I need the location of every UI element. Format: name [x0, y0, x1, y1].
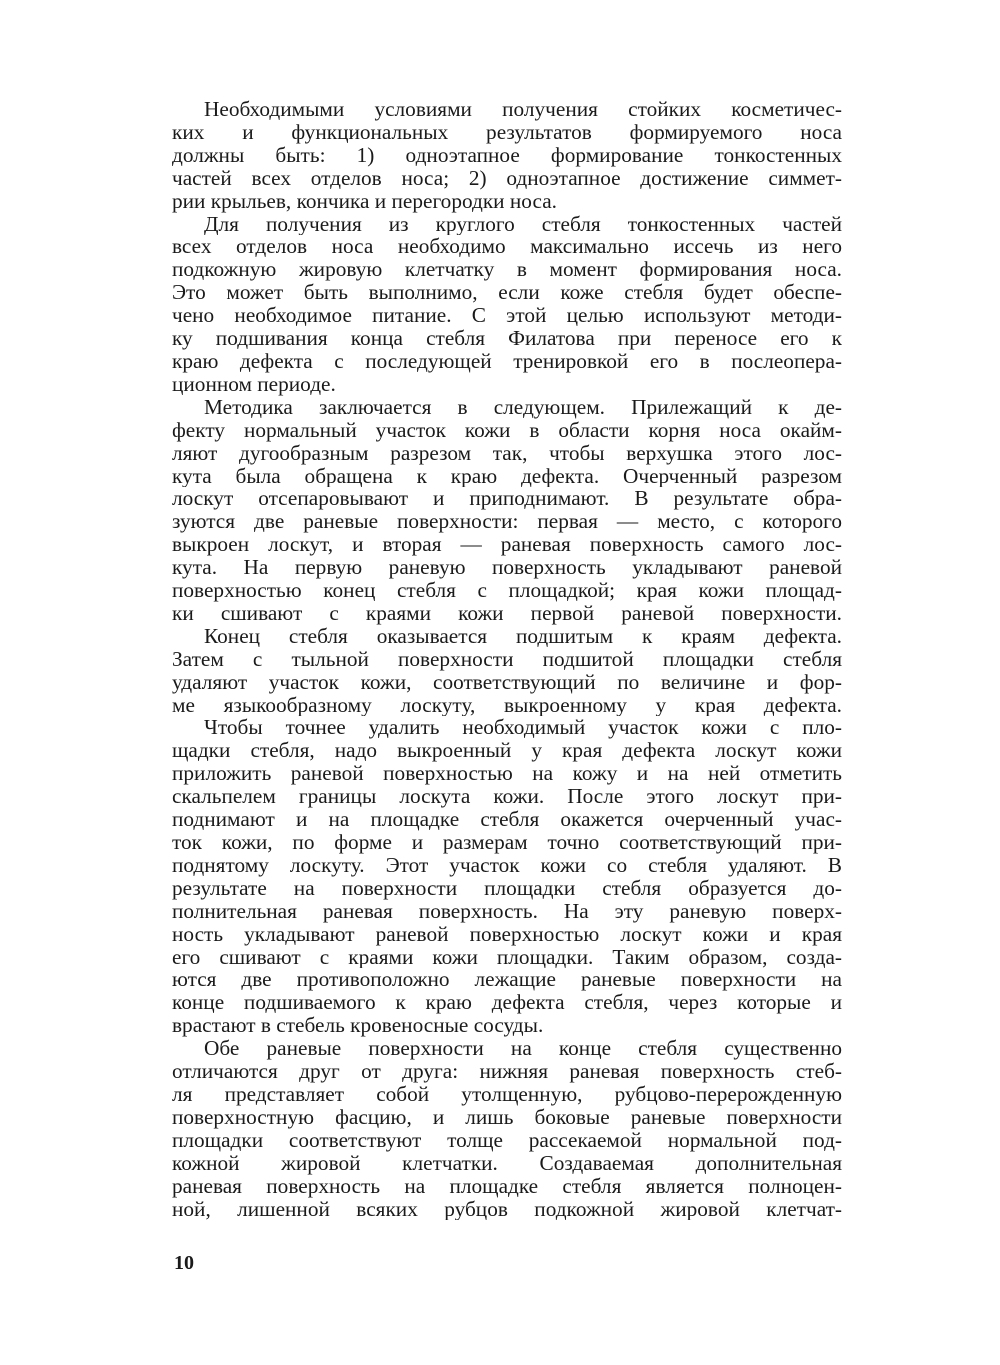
text-line: ля представляет собой утолщенную, рубцово-перерожденную — [172, 1082, 842, 1106]
text-line: Методика заключается в следующем. Прилежащий к де- — [204, 395, 842, 419]
text-line: ки сшивают с краями кожи первой раневой поверхности. — [172, 601, 842, 625]
text-line: площадки соответствуют толще рассекаемой нормальной под- — [172, 1128, 842, 1152]
text-line: ме языкообразному лоскуту, выкроенному у края дефекта. — [172, 693, 842, 717]
paragraph — [172, 98, 842, 213]
text-line: раневая поверхность на площадке стебля является полноцен- — [172, 1174, 842, 1198]
text-line: ких и функциональных результатов формируемого носа — [172, 120, 842, 144]
paragraph — [172, 1037, 842, 1220]
text-line: поднятому лоскуту. Этот участок кожи со стебля удаляют. В — [172, 853, 842, 877]
text-line: поднимают и на площадке стебля окажется очерченный учас- — [172, 808, 842, 831]
text-line: частей всех отделов носа; 2) одноэтапное достижение симмет- — [172, 166, 842, 190]
paragraph — [172, 396, 842, 625]
text-line: всех отделов носа необходимо максимально иссечь из него — [172, 235, 842, 259]
text-line: краю дефекта с последующей тренировкой его в послеопера- — [172, 349, 842, 373]
text-line: ток кожи, по форме и размерам точно соответствующий при- — [172, 831, 842, 854]
paragraph — [172, 625, 842, 717]
text-line: врастают в стебель кровеносные сосуды. — [172, 1014, 544, 1038]
page-number: 10 — [174, 1252, 194, 1274]
text-line: фекту нормальный участок кожи в области корня носа окайм- — [172, 418, 842, 442]
body-text — [172, 98, 842, 1220]
text-line: выкроен лоскут, и вторая — раневая поверхность самого лос- — [172, 533, 842, 557]
text-line: поверхностную фасцию, и лишь боковые раневые поверхности — [172, 1105, 842, 1129]
text-line: конце подшиваемого к краю дефекта стебля, через которые и — [172, 991, 842, 1015]
text-line: его сшивают с краями кожи площадки. Таким образом, созда- — [172, 945, 842, 969]
text-line: скальпелем границы лоскута кожи. После этого лоскут при- — [172, 785, 842, 809]
text-line: рии крыльев, кончика и перегородки носа. — [172, 189, 557, 213]
text-line: Это может быть выполнимо, если коже стебля будет обеспе- — [172, 281, 842, 305]
text-line: Конец стебля оказывается подшитым к краям дефекта. — [204, 624, 842, 648]
text-line: ются две противоположно лежащие раневые поверхности на — [172, 968, 842, 992]
text-line: отличаются друг от друга: нижняя раневая поверхность стеб- — [172, 1060, 842, 1083]
text-line: ность укладывают раневой поверхностью лоскут кожи и края — [172, 922, 842, 946]
text-line: полнительная раневая поверхность. На эту раневую поверх- — [172, 899, 842, 923]
text-line: Обе раневые поверхности на конце стебля существенно — [204, 1037, 842, 1061]
text-line: приложить раневой поверхностью на кожу и на ней отметить — [172, 762, 842, 786]
text-line: Для получения из круглого стебля тонкостенных частей — [204, 212, 842, 236]
text-line: кута. На первую раневую поверхность укладывают раневой — [172, 556, 842, 580]
text-line: Необходимыми условиями получения стойких косметичес- — [204, 98, 842, 121]
text-line: лоскут отсепаровывают и приподнимают. В результате обра- — [172, 487, 842, 511]
text-line: ку подшивания конца стебля Филатова при переносе его к — [172, 327, 842, 350]
text-line: поверхностью конец стебля с площадкой; края кожи площад- — [172, 579, 842, 602]
text-line: ляют дугообразным разрезом так, чтобы верхушка этого лос- — [172, 441, 842, 465]
text-line: удаляют участок кожи, соответствующий по величине и фор- — [172, 670, 842, 694]
text-line: кута была обращена к краю дефекта. Очерченный разрезом — [172, 464, 842, 488]
text-line: чено необходимое питание. С этой целью используют методи- — [172, 304, 842, 328]
text-line: ционном периоде. — [172, 372, 336, 396]
text-line: кожной жировой клетчатки. Создаваемая дополнительная — [172, 1151, 842, 1175]
text-line: Затем с тыльной поверхности подшитой площадки стебля — [172, 647, 842, 671]
text-line: зуются две раневые поверхности: первая — место, с которого — [172, 510, 842, 534]
paragraph — [172, 213, 842, 396]
text-line: должны быть: 1) одноэтапное формирование тонкостенных — [172, 143, 842, 167]
paragraph — [172, 716, 842, 1037]
text-line: щадки стебля, надо выкроенный у края дефекта лоскут кожи — [172, 739, 842, 763]
text-line: Чтобы точнее удалить необходимый участок кожи с пло- — [204, 716, 842, 740]
text-line: ной, лишенной всяких рубцов подкожной жировой клетчат- — [172, 1197, 842, 1221]
text-line: результате на поверхности площадки стебля образуется до- — [172, 876, 842, 900]
text-line: подкожную жировую клетчатку в момент формирования носа. — [172, 258, 842, 282]
